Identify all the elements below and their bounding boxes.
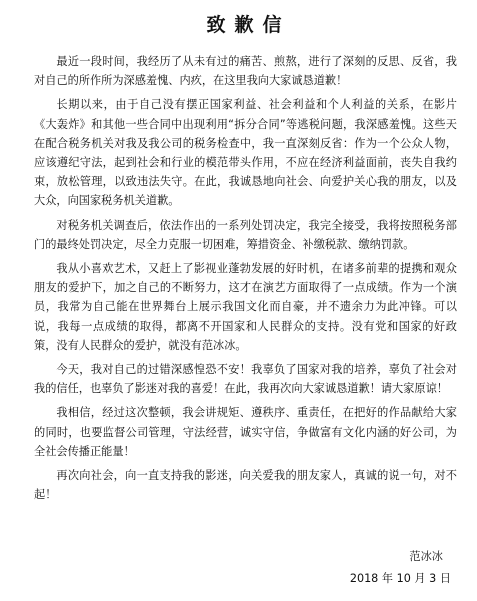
- letter-signature: 范冰冰: [409, 550, 443, 563]
- letter-date: 2018 年 10 月 3 日: [349, 572, 451, 585]
- letter-paragraph-7: 再次向社会，向一直支持我的影迷，向关爱我的朋友家人，真诚的说一句，对不起！: [34, 469, 457, 502]
- letter-paragraph-5: 今天，我对自己的过错深感惶恐不安！我辜负了国家对我的培养，辜负了社会对我的信任，也辜负了影迷对我的喜爱！在此，我再次向大家诚恳道歉！请大家原谅！: [34, 363, 457, 396]
- letter-paragraph-2: 长期以来，由于自己没有摆正国家利益、社会利益和个人利益的关系，在影片《大轰炸》和其他一些合同中出现利用“拆分合同”等逃税问题，我深感羞愧。这些天在配合税务机关对我及我公司的税务检查中，我一直深刻反省：作为一个公众人物，应该遵纪守法，起到社会和行业的模范带头作用，不应在经济利益面前，丧失自我约束，放松管理，以致违法失守。在此，我诚恳地向社会、向爱护关心我的朋友，以及大众，向国家税务机关道歉。: [34, 98, 457, 208]
- letter-paragraph-6: 我相信，经过这次整顿，我会讲规矩、遵秩序、重责任，在把好的作品献给大家的同时，也要监督公司管理，守法经营，诚实守信，争做富有文化内涵的好公司，为全社会传播正能量！: [34, 406, 457, 458]
- letter-title: 致歉信: [206, 14, 291, 36]
- letter-paragraph-3: 对税务机关调查后，依法作出的一系列处罚决定，我完全接受，我将按照税务部门的最终处罚决定，尽全力克服一切困难，筹措资金、补缴税款、缴纳罚款。: [34, 218, 457, 251]
- letter-paragraph-4: 我从小喜欢艺术，又赶上了影视业蓬勃发展的好时机，在诸多前辈的提携和观众朋友的爱护下，加之自己的不断努力，这才在演艺方面取得了一点成绩。作为一个演员，我常为自己能在世界舞台上展示我国文化而自豪，并不遗余力为此冲锋。可以说，我每一点成绩的取得，都离不开国家和人民群众的支持。没有党和国家的好政策，没有人民群众的爱护，就没有范冰冰。: [34, 262, 457, 352]
- letter-body: [34, 52, 457, 504]
- letter-paragraph-1: 最近一段时间，我经历了从未有过的痛苦、煎熬，进行了深刻的反思、反省，我对自己的所作所为深感羞愧、内疚，在这里我向大家诚恳道歉！: [34, 55, 457, 88]
